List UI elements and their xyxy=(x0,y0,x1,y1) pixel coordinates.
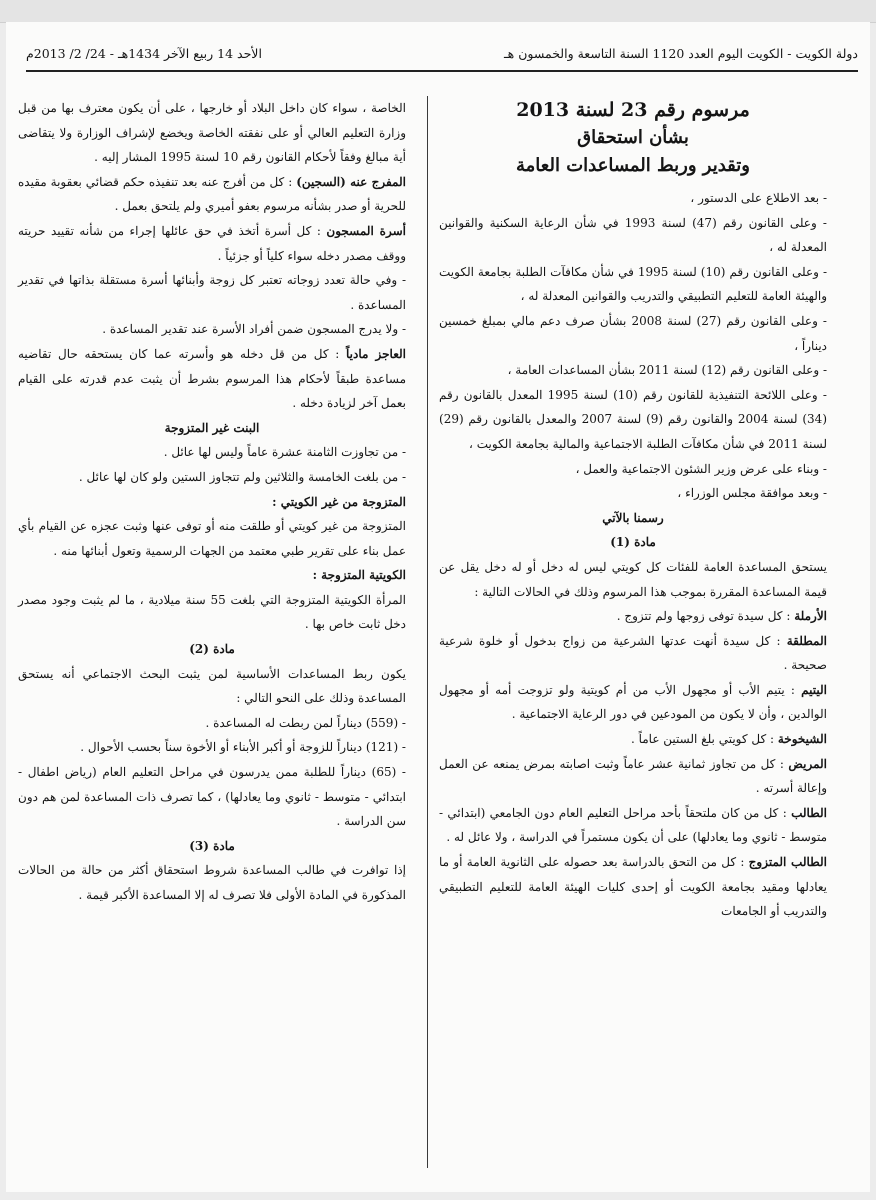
definition-elderly xyxy=(439,727,827,752)
article-2-amount-1: - (559) ديناراً لمن ربطت له المساعدة . xyxy=(205,715,406,730)
preamble-law-47-1993: - وعلى القانون رقم (47) لسنة 1993 في شأن الرعاية السكنية والقوانين المعدلة له ، xyxy=(439,215,827,255)
definition-married-student xyxy=(439,850,827,924)
definition-term: الشيخوخة xyxy=(777,732,827,747)
definition-term: الطالب xyxy=(791,805,827,820)
article-2-amount-3: - (65) ديناراً للطلبة ممن يدرسون في مراحل التعليم العام (رياض اطفال - ابتدائي - متوسط - ثانوي وما يعادلها) ، كما تصرف ذات المساعدة لمن هم دون سن الدراسة . xyxy=(18,765,406,829)
definition-financially-incapable xyxy=(18,342,406,416)
married-non-kuwaiti-heading: المتزوجة من غير الكويتي : xyxy=(272,494,406,509)
decree-title-line-1: مرسوم رقم 23 لسنة 2013 xyxy=(516,99,750,121)
definition-widow xyxy=(439,604,827,629)
column-divider xyxy=(427,96,428,1168)
married-kuwaiti-heading: الكويتية المتزوجة : xyxy=(312,568,406,583)
married-non-kuwaiti-text: المتزوجة من غير كويتي أو طلقت منه أو توفى عنها وثبت عجزه عن القيام بأي عمل بناء على تقرير طبي معتمد من الجهات الرسمية وتعول أبنائها منه . xyxy=(18,519,406,558)
preamble-constitution: - بعد الاطلاع على الدستور ، xyxy=(690,191,827,205)
article-2-heading: مادة (2) xyxy=(189,642,235,657)
married-student-continuation: الخاصة ، سواء كان داخل البلاد أو خارجها ، على أن يكون معترف بها من قبل وزارة التعليم العالي أو على نفقته الخاصة ويخضع لإشراف الوزارة ولا يتقاضى أية مبالغ وفقاً لأحكام القانون رقم 10 لسنة 1995 المشار إليه . xyxy=(18,101,406,165)
definition-text: : كل من قل دخله هو وأسرته عما كان يستحقه حال تقاضيه مساعدة طبقاً لأحكام هذا المرسوم بشرط أن يثبت عدم قدرته على القيام بعمل آخر لزيادة دخله . xyxy=(18,346,406,411)
definition-term: الأرملة xyxy=(794,609,827,624)
definition-divorcee xyxy=(439,629,827,678)
unmarried-daughter-condition-2: - من بلغت الخامسة والثلاثين ولم تتجاوز الستين ولو كان لها عائل . xyxy=(78,469,406,484)
decree-title-line-3: وتقدير وربط المساعدات العامة xyxy=(516,155,750,176)
multiple-wives-clause: - وفي حالة تعدد زوجاته تعتبر كل زوجة وأبنائها أسرة مستقلة بذاتها في تقدير المساعدة . xyxy=(18,273,406,312)
unmarried-daughter-condition-1: - من تجاوزت الثامنة عشرة عاماً وليس لها عائل . xyxy=(163,445,406,460)
preamble-minister-proposal: - وبناء على عرض وزير الشئون الاجتماعية والعمل ، xyxy=(575,461,827,476)
decree-title xyxy=(439,96,827,180)
definition-text: : كل كويتي بلغ الستين عاماً . xyxy=(630,732,775,747)
header-date: الأحد 14 ربيع الآخر 1434هـ - 24/ 2/ 2013م xyxy=(26,45,262,61)
right-column xyxy=(439,96,827,924)
definition-text: : كل من كان ملتحقاً بأحد مراحل التعليم العام دون الجامعي (ابتدائي - متوسط - ثانوي وما يعادلها) على أن يكون مستمراً في الدراسة ، ولا عائل له . xyxy=(439,805,827,845)
article-2-intro: يكون ربط المساعدات الأساسية لمن يثبت البحث الاجتماعي أنه يستحق المساعدة وذلك على النحو التالي : xyxy=(18,666,406,706)
definition-term: أسرة المسجون xyxy=(326,223,406,238)
definition-text: : كل سيدة توفى زوجها ولم تتزوج . xyxy=(616,609,791,624)
definition-term: الطالب المتزوج xyxy=(748,855,827,870)
document-page xyxy=(6,22,870,1192)
definition-term: المفرج عنه (السجين) xyxy=(296,174,406,189)
married-kuwaiti-text: المرأة الكويتية المتزوجة التي بلغت 55 سنة ميلادية ، ما لم يثبت وجود مصدر دخل ثابت خاص بها . xyxy=(18,592,406,632)
definition-term: المريض xyxy=(788,756,827,771)
definition-text: : كل من أفرج عنه بعد تنفيذه حكم قضائي بعقوبة مقيده للحرية أو صدر بشأنه مرسوم بعفو أميري ولم يلتحق بعمل . xyxy=(18,174,406,214)
header-issue-info: دولة الكويت - الكويت اليوم العدد 1120 السنة التاسعة والخمسون هـ xyxy=(503,45,858,61)
article-3-text: إذا توافرت في طالب المساعدة شروط استحقاق أكثر من حالة من الحالات المذكورة في المادة الأولى فلا تصرف له إلا المساعدة الأكبر قيمة . xyxy=(18,863,406,902)
definition-released-prisoner xyxy=(18,170,406,219)
definition-student xyxy=(439,801,827,850)
preamble-executive-regulation: - وعلى اللائحة التنفيذية للقانون رقم (10) لسنة 1995 المعدل بالقانون رقم (34) لسنة 2004 والقانون رقم (9) لسنة 2007 والمعدل بالقانون رقم (29) لسنة 2011 في شأن مكافآت الطلبة الاجتماعية والمالية بجامعة الكويت ، xyxy=(439,387,828,451)
definition-orphan xyxy=(439,678,827,727)
preamble-cabinet-approval: - وبعد موافقة مجلس الوزراء ، xyxy=(677,486,827,501)
decree-title-line-2: بشأن استحقاق xyxy=(577,127,689,148)
definition-text: : كل أسرة أتخذ في حق عائلها إجراء من شأنه تقييد حريته ووقف مصدر دخله سواء كلياً أو جزئياً . xyxy=(18,223,406,263)
definition-sick xyxy=(439,752,827,801)
definition-term: اليتيم xyxy=(801,682,827,697)
definition-text: : كل من تجاوز ثمانية عشر عاماً وثبت اصابته بمرض يمنعه عن العمل وإعالة أسرته . xyxy=(439,756,827,796)
article-1-heading: مادة (1) xyxy=(610,535,656,550)
definition-text: : كل من التحق بالدراسة بعد حصوله على الثانوية العامة أو ما يعادلها ومقيد بجامعة الكويت أو إحدى كليات الهيئة العامة للتعليم التطبيقي والتدريب أو الجامعات xyxy=(439,855,827,919)
page-header xyxy=(26,36,858,72)
prisoner-excluded-clause: - ولا يدرج المسجون ضمن أفراد الأسرة عند تقدير المساعدة . xyxy=(102,322,406,337)
decree-statement: رسمنا بالآتي xyxy=(602,510,664,525)
definition-text: : كل سيدة أنهت عدتها الشرعية من زواج بدخول أو خلوة شرعية صحيحة . xyxy=(439,633,827,673)
unmarried-daughter-heading: البنت غير المتزوجة xyxy=(164,420,260,435)
definition-term: المطلقة xyxy=(786,633,827,648)
left-column xyxy=(18,96,406,908)
definition-prisoner-family xyxy=(18,219,406,268)
preamble-law-12-2011: - وعلى القانون رقم (12) لسنة 2011 بشأن المساعدات العامة ، xyxy=(507,363,827,378)
article-1-intro: يستحق المساعدة العامة للفئات كل كويتي ليس له دخل أو له دخل يقل عن قيمة المساعدة المقررة بموجب هذا المرسوم وذلك في الحالات التالية : xyxy=(439,559,827,599)
preamble-law-10-1995: - وعلى القانون رقم (10) لسنة 1995 في شأن مكافآت الطلبة بجامعة الكويت والهيئة العامة للتعليم التطبيقي والتدريب والقوانين المعدلة له ، xyxy=(439,264,827,304)
definition-text: : يتيم الأب أو مجهول الأب من أم كويتية ولو تزوجت أمه أو مجهول الوالدين ، وأن لا يكون من المودعين في دور الرعاية الاجتماعية . xyxy=(439,682,827,722)
preamble-law-27-2008: - وعلى القانون رقم (27) لسنة 2008 بشأن صرف دعم مالي بمبلغ خمسين ديناراً ، xyxy=(439,313,827,353)
article-3-heading: مادة (3) xyxy=(189,838,235,853)
article-2-amount-2: - (121) ديناراً للزوجة أو أكبر الأبناء أو الأخوة سناً بحسب الأحوال . xyxy=(80,740,406,755)
definition-term: العاجز مادياً xyxy=(346,346,406,361)
window-top-bar xyxy=(0,0,876,23)
